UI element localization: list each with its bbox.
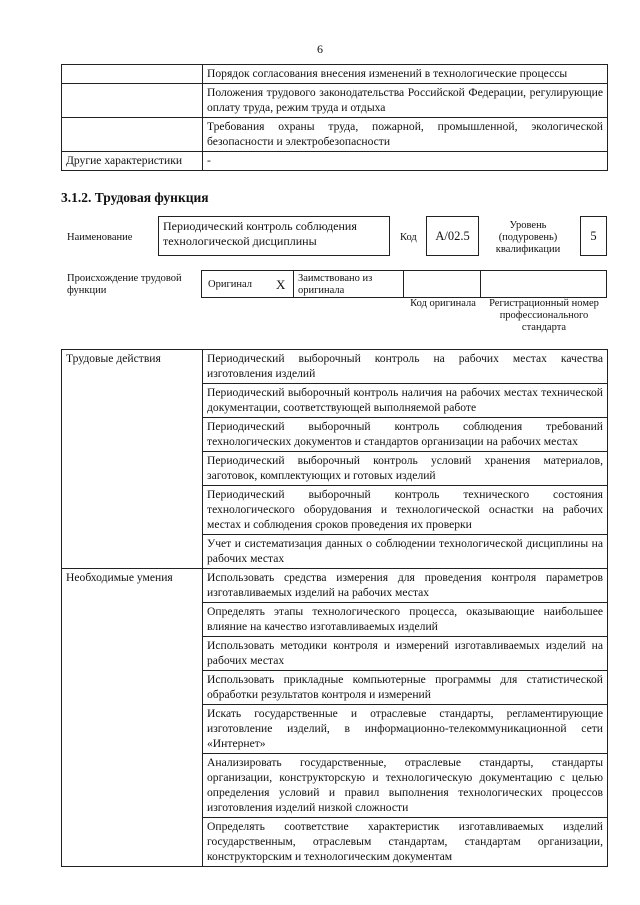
name-value: Периодический контроль соблюдения технологической дисциплины <box>158 216 390 256</box>
list-item: Периодический выборочный контроль условий хранения материалов, заготовок, комплектующих и готовых изделий <box>203 452 608 486</box>
list-item: Учет и систематизация данных о соблюдении технологической дисциплины на рабочих местах <box>203 535 608 569</box>
row-label <box>62 118 203 152</box>
origin-label: Происхождение трудовой функции <box>67 273 182 296</box>
level-label: Уровень (подуровень) квалификации <box>495 220 561 255</box>
list-item: Периодический выборочный контроль соблюдения требований технологических документов и стандартов организации на рабочих местах <box>203 418 608 452</box>
skills-label: Необходимые умения <box>62 569 203 867</box>
table-row <box>62 84 608 118</box>
list-item: Определять соответствие характеристик изготавливаемых изделий государственным, отраслевым стандартам, стандартам организации, конструкторским и технологическим документам <box>203 818 608 867</box>
table-row <box>62 118 608 152</box>
original-label: Оригинал <box>208 279 252 290</box>
borrowed-cell <box>293 270 404 298</box>
reg-number-caption: Регистрационный номер профессионального стандарта <box>489 298 599 333</box>
code-label: Код <box>400 232 417 243</box>
name-label: Наименование <box>67 232 133 243</box>
page-number: 6 <box>317 42 323 56</box>
row-label <box>62 65 203 84</box>
table-row <box>62 350 608 384</box>
list-item: Использовать прикладные компьютерные программы для статистической обработки результатов контроля и измерений <box>203 671 608 705</box>
code-value: А/02.5 <box>426 216 479 256</box>
borrowed-label: Заимствовано из оригинала <box>298 273 373 296</box>
list-item: Периодический выборочный контроль наличия на рабочих местах технической документации, соответствующей выполняемой работе <box>203 384 608 418</box>
row-label: Другие характеристики <box>62 152 203 171</box>
row-text: Положения трудового законодательства Российской Федерации, регулирующие оплату труда, режим труда и отдыха <box>203 84 608 118</box>
main-table <box>61 349 608 867</box>
list-item: Определять этапы технологического процесса, оказывающие наибольшее влияние на качество изготавливаемых изделий <box>203 603 608 637</box>
list-item: Периодический выборочный контроль технического состояния технологического оборудования и технологической оснастки на рабочих местах и соблюдения сроков проведения их проверки <box>203 486 608 535</box>
row-text: Требования охраны труда, пожарной, промышленной, экологической безопасности и электробезопасности <box>203 118 608 152</box>
list-item: Использовать методики контроля и измерений изготавливаемых изделий на рабочих местах <box>203 637 608 671</box>
labor-actions-label: Трудовые действия <box>62 350 203 569</box>
row-label <box>62 84 203 118</box>
list-item: Использовать средства измерения для проведения контроля параметров изготавливаемых изделий на рабочих местах <box>203 569 608 603</box>
row-text: - <box>203 152 608 171</box>
top-table <box>61 64 608 171</box>
original-mark: X <box>276 277 286 292</box>
level-value: 5 <box>580 216 607 256</box>
code-original-caption: Код оригинала <box>410 298 476 309</box>
table-row <box>62 569 608 603</box>
table-row <box>62 65 608 84</box>
section-title: 3.1.2. Трудовая функция <box>61 190 209 205</box>
code-original-cell <box>403 270 481 298</box>
list-item: Искать государственные и отраслевые стандарты, регламентирующие изготовление изделий, в информационно-телекоммуникационной сети «Интернет» <box>203 705 608 754</box>
list-item: Анализировать государственные, отраслевые стандарты, стандарты организации, конструкторскую и технологическую документацию с целью определения условий и правил выполнения технологических процессов изготовления изделий низкой сложности <box>203 754 608 818</box>
row-text: Порядок согласования внесения изменений в технологические процессы <box>203 65 608 84</box>
reg-number-cell <box>480 270 607 298</box>
table-row <box>62 152 608 171</box>
original-cell <box>201 270 294 298</box>
list-item: Периодический выборочный контроль на рабочих местах качества изготовления изделий <box>203 350 608 384</box>
